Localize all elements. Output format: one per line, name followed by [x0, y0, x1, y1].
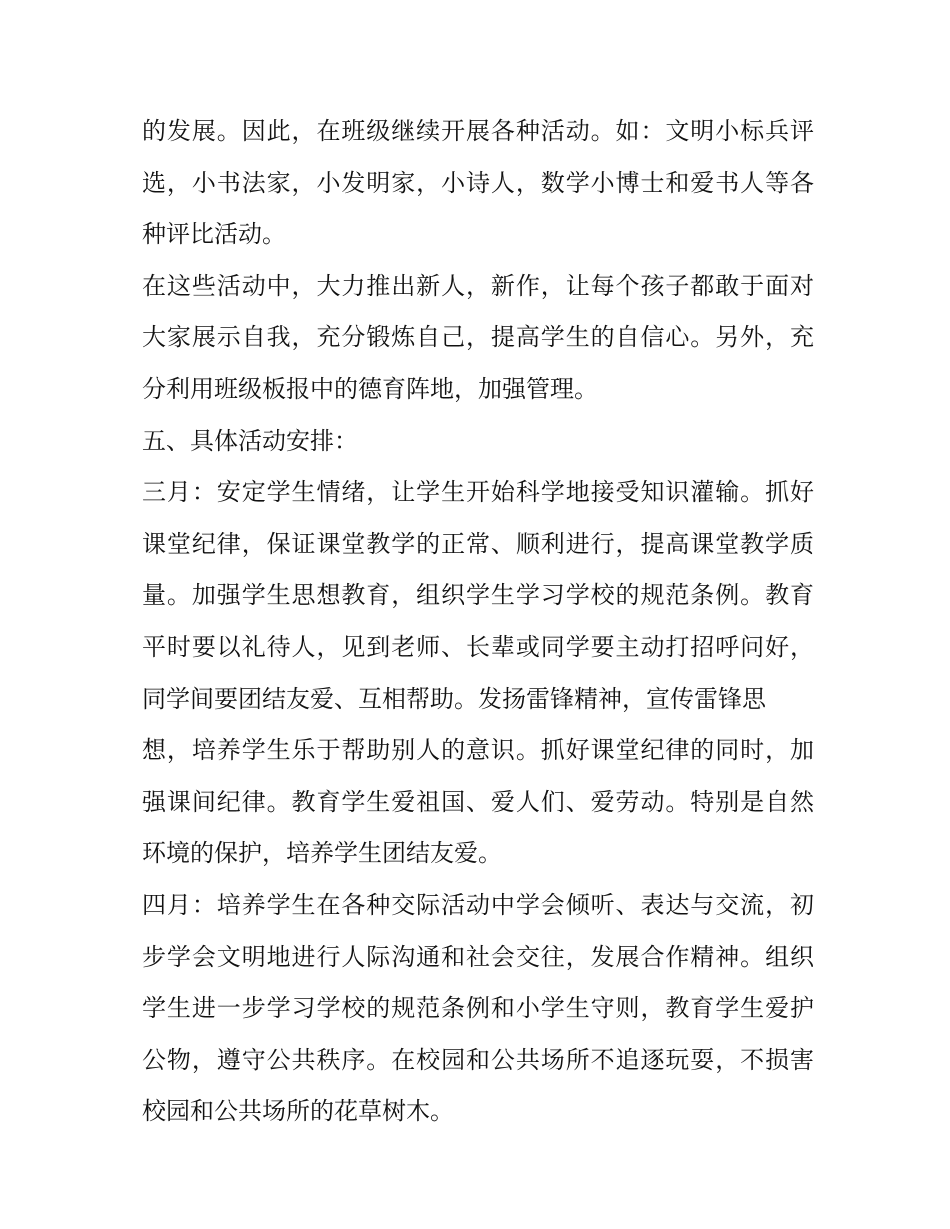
text-line: 四月：培养学生在各种交际活动中学会倾听、表达与交流，初: [142, 890, 814, 919]
text-line: 平时要以礼待人，见到老师、长辈或同学要主动打招呼问好，: [142, 632, 814, 661]
paragraph-activities-continuation: [142, 106, 814, 261]
text-line: 选，小书法家，小发明家，小诗人，数学小博士和爱书人等各: [142, 168, 814, 197]
section-heading-activity-schedule: [142, 416, 814, 468]
text-line: 量。加强学生思想教育，组织学生学习学校的规范条例。教育: [142, 581, 814, 610]
paragraph-new-talent: [142, 261, 814, 416]
paragraph-april-plan: [142, 880, 814, 1138]
paragraph-march-plan: [142, 467, 814, 880]
text-line: 种评比活动。: [142, 220, 286, 249]
text-line: 课堂纪律，保证课堂教学的正常、顺利进行，提高课堂教学质: [142, 529, 814, 558]
text-line: 想，培养学生乐于帮助别人的意识。抓好课堂纪律的同时，加: [142, 736, 814, 765]
text-line: 校园和公共场所的花草树木。: [142, 1097, 454, 1126]
text-line: 同学间要团结友爱、互相帮助。发扬雷锋精神，宣传雷锋思: [142, 684, 766, 713]
document-body: [142, 106, 814, 1138]
text-line: 分利用班级板报中的德育阵地，加强管理。: [142, 374, 598, 403]
text-line: 五、具体活动安排：: [142, 426, 358, 455]
text-line: 环境的保护，培养学生团结友爱。: [142, 839, 502, 868]
text-line: 在这些活动中，大力推出新人，新作，让每个孩子都敢于面对: [142, 271, 814, 300]
text-line: 大家展示自我，充分锻炼自己，提高学生的自信心。另外，充: [142, 323, 814, 352]
text-line: 的发展。因此，在班级继续开展各种活动。如：文明小标兵评: [142, 117, 814, 145]
text-line: 公物，遵守公共秩序。在校园和公共场所不追逐玩耍，不损害: [142, 1045, 814, 1074]
text-line: 三月：安定学生情绪，让学生开始科学地接受知识灌输。抓好: [142, 478, 814, 507]
text-line: 学生进一步学习学校的规范条例和小学生守则，教育学生爱护: [142, 994, 814, 1023]
text-line: 强课间纪律。教育学生爱祖国、爱人们、爱劳动。特别是自然: [142, 787, 814, 816]
text-line: 步学会文明地进行人际沟通和社会交往，发展合作精神。组织: [142, 942, 814, 971]
